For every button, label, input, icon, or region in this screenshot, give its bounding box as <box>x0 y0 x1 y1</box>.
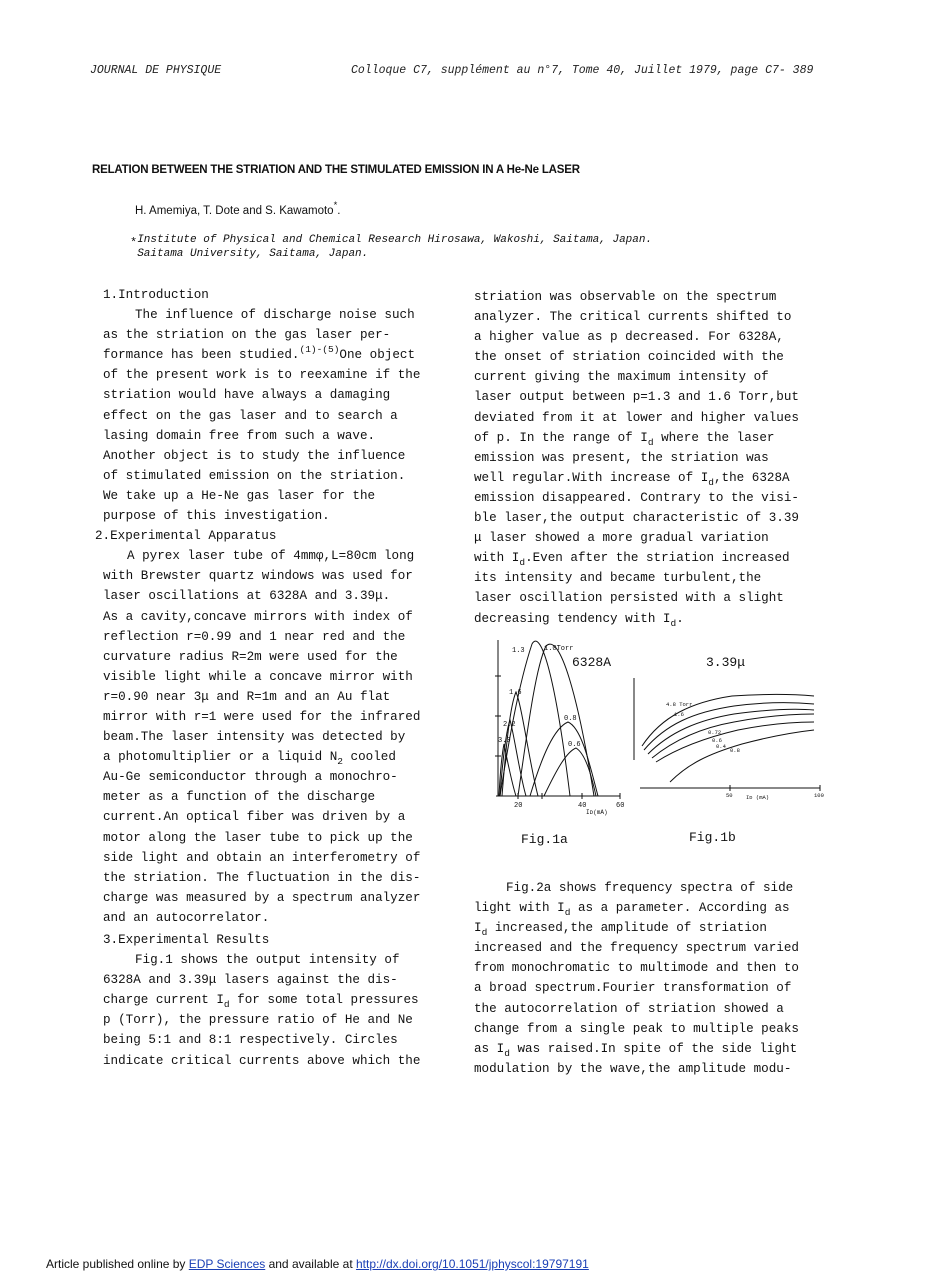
text-line: visible light while a concave mirror with <box>103 669 413 684</box>
text-line: the striation. The fluctuation in the dis- <box>103 870 421 885</box>
text-line: analyzer. The critical currents shifted to <box>474 310 792 325</box>
authors-text: H. Amemiya, T. Dote and S. Kawamoto <box>135 205 334 217</box>
fig1a-x-label: Iᴅ(mA) <box>586 809 608 816</box>
title-tail: He-Ne LASER <box>506 164 580 176</box>
text-line: with $I_d.Even$ after the striation increased <box>474 551 790 569</box>
text-line: $I_d$ increased,the amplitude of striation <box>474 921 767 939</box>
footer-middle: and available at <box>265 1257 356 1271</box>
text-line: mirror with r=1 were used for the infrared <box>103 709 421 724</box>
section-heading-apparatus: 2.Experimental Apparatus <box>95 529 277 544</box>
text-line: its intensity and became turbulent,the <box>474 571 762 586</box>
text-line: formance has been studied.$^{(1)-(5)}$One object <box>103 344 415 363</box>
text-line: side light and obtain an interferometry of <box>103 850 421 865</box>
fig1a-x-tick-40: 40 <box>578 802 587 810</box>
fig1a-label-3-0: 3.0 <box>498 737 511 745</box>
text-line: 6328A and 3.39μ lasers against the dis- <box>103 973 398 988</box>
text-line: Au-Ge semiconductor through a monochro- <box>103 770 398 785</box>
text-line: with Brewster quartz windows was used for <box>103 569 413 584</box>
text-line: striation would have always a damaging <box>103 388 391 403</box>
text-line: indicate critical currents above which the <box>103 1053 421 1068</box>
text-line: emission disappeared. Contrary to the visi- <box>474 490 799 505</box>
right-column-bottom <box>474 878 799 1079</box>
fig1b-label-4-8: 4.8 Torr <box>666 701 693 708</box>
paper-title <box>92 164 580 176</box>
text-line: the onset of striation coincided with the <box>474 350 784 365</box>
text-line: well regular.With increase of $I_d,the$ 6328A <box>474 470 790 488</box>
fig1a-x-tick-60: 60 <box>616 802 625 810</box>
text-line: change from a single peak to multiple peaks <box>474 1021 799 1036</box>
text-line: A pyrex laser tube of 4mmφ,L=80cm long <box>127 549 415 564</box>
text-line: As a cavity,concave mirrors with index of <box>103 609 413 624</box>
text-line: effect on the gas laser and to search a <box>103 408 398 423</box>
fig1b-curve-0-8 <box>670 730 814 782</box>
fig1b-x-tick-100: 100 <box>814 792 824 799</box>
text-line: a higher value as p decreased. For 6328A, <box>474 330 784 345</box>
text-line: increased and the frequency spectrum varied <box>474 941 799 956</box>
affiliation-1: *Institute of Physical and Chemical Research Hirosawa, Wakoshi, Saitama, Japan. <box>130 234 653 250</box>
text-line: The influence of discharge noise such <box>135 308 415 323</box>
fig1b-label-0-72: 0.72 <box>708 729 722 736</box>
fig1a-curve-0-6 <box>544 748 596 796</box>
text-line: Another object is to study the influence <box>103 448 406 463</box>
fig1a-x-tick-20: 20 <box>514 802 523 810</box>
right-column-top <box>474 287 799 629</box>
fig1a-label-0-6: 0.6 <box>568 741 581 749</box>
fig1b-wavelength-label: 3.39μ <box>706 655 746 670</box>
text-line: laser oscillations at 6328A and 3.39μ. <box>103 589 391 604</box>
fig1a-label-1-3: 1.3 <box>512 647 525 655</box>
fig1a-label-0-8: 0.8 <box>564 715 577 723</box>
text-line: reflection r=0.99 and 1 near red and the <box>103 629 406 644</box>
figure-1a-caption: Fig.1a <box>521 832 568 847</box>
page-number: C7- 389 <box>765 64 814 77</box>
text-line: laser output between p=1.3 and 1.6 Torr,but <box>474 390 799 405</box>
text-line: ble laser,the output characteristic of 3.39 <box>474 511 799 526</box>
fig1b-label-0-4: 0.4 <box>716 743 726 750</box>
fig1b-label-0-8: 0.8 <box>730 747 740 754</box>
fig1b-curve-0-4 <box>656 722 814 762</box>
section-heading-results: 3.Experimental Results <box>103 933 270 947</box>
affiliation-2: Saitama University, Saitama, Japan. <box>137 248 369 260</box>
figure-1a-plot <box>478 636 638 816</box>
text-line: from monochromatic to multimode and then to <box>474 961 799 976</box>
reference-citation: (1)-(5) <box>299 344 340 356</box>
text-line: being 5:1 and 8:1 respectively. Circles <box>103 1033 398 1048</box>
text-line: laser oscillation persisted with a slight <box>474 591 784 606</box>
text-line: μ laser showed a more gradual variation <box>474 531 769 546</box>
text-line: p (Torr), the pressure ratio of He and Ne <box>103 1013 413 1028</box>
text-line: lasing domain free from such a wave. <box>103 428 376 443</box>
text-line: Fig.1 shows the output intensity of <box>135 953 400 968</box>
text-line: of the present work is to reexamine if the <box>103 368 421 383</box>
fig1a-label-1-6: 1.6 <box>509 689 522 697</box>
fig1a-label-2-2: 2.2 <box>503 721 516 729</box>
publication-footer <box>46 1257 589 1271</box>
text-line: a photomultiplier or a liquid $N_2$ cooled <box>103 750 396 768</box>
fig1a-wavelength-label: 6328A <box>572 655 612 670</box>
text-line: current giving the maximum intensity of <box>474 370 769 385</box>
text-line: light with $I_d$ as a parameter. According as <box>474 901 790 919</box>
text-line: deviated from it at lower and higher values <box>474 410 799 425</box>
text-line: the autocorrelation of striation showed a <box>474 1001 784 1016</box>
text-line: of p. In the range of $I_d$ where the laser <box>474 430 775 448</box>
text-line: r=0.90 near 3μ and R=1m and an Au flat <box>103 689 391 704</box>
author-footnote-mark: * <box>333 200 338 211</box>
fig1a-label-1-0: 1.0Torr <box>544 645 574 653</box>
text-line: beam.The laser intensity was detected by <box>103 730 406 745</box>
text-line: Fig.2a shows frequency spectra of side <box>506 881 794 895</box>
text-line: modulation by the wave,the amplitude modu- <box>474 1061 792 1076</box>
footer-prefix: Article published online by <box>46 1257 189 1271</box>
title-main: RELATION BETWEEN THE STRIATION AND THE STIMULATED EMISSION IN A <box>92 164 507 176</box>
publisher-link[interactable]: EDP Sciences <box>188 1257 266 1271</box>
journal-name: JOURNAL DE PHYSIQUE <box>90 64 222 77</box>
text-line: as the striation on the gas laser per- <box>103 328 391 343</box>
text-line: purpose of this investigation. <box>103 509 330 524</box>
text-line: decreasing tendency with $I_d$. <box>474 611 684 629</box>
text-line: We take up a He-Ne gas laser for the <box>103 488 376 503</box>
doi-link[interactable]: http://dx.doi.org/10.1051/jphyscol:19797191 <box>355 1257 589 1271</box>
text-line: charge was measured by a spectrum analyzer <box>103 890 421 905</box>
fig1b-label-1-6: 1.6 <box>674 711 684 718</box>
author-list: H. Amemiya, T. Dote and S. Kawamoto*. <box>135 200 341 217</box>
text-line: charge current $I_d$ for some total pressures <box>103 993 419 1011</box>
text-line: and an autocorrelator. <box>103 910 270 925</box>
fig1b-label-0-6: 0.6 <box>712 737 722 744</box>
text-line: striation was observable on the spectrum <box>474 290 777 304</box>
text-line: as $I_d$ was raised.In spite of the side light <box>474 1041 798 1059</box>
left-column <box>95 285 421 1071</box>
text-line: meter as a function of the discharge <box>103 790 376 805</box>
colloque-info <box>351 64 813 77</box>
affiliations <box>130 233 652 261</box>
colloque-text: Colloque C7, supplément au n°7, Tome 40, Juillet 1979, page <box>351 64 759 77</box>
text-line: of stimulated emission on the striation. <box>103 468 406 483</box>
text-line: a broad spectrum.Fourier transformation of <box>474 981 792 996</box>
fig1b-x-tick-50: 50 <box>726 792 733 799</box>
text-line: motor along the laser tube to pick up the <box>103 830 413 845</box>
figure-1b-plot <box>622 650 827 800</box>
text-line: curvature radius R=2m were used for the <box>103 649 398 664</box>
figure-1b-caption: Fig.1b <box>689 830 736 845</box>
fig1b-x-label: Iᴅ (mA) <box>746 794 770 800</box>
text-line: emission was present, the striation was <box>474 450 769 465</box>
section-heading-introduction: 1.Introduction <box>103 288 209 302</box>
text-line: current.An optical fiber was driven by a <box>103 810 406 825</box>
